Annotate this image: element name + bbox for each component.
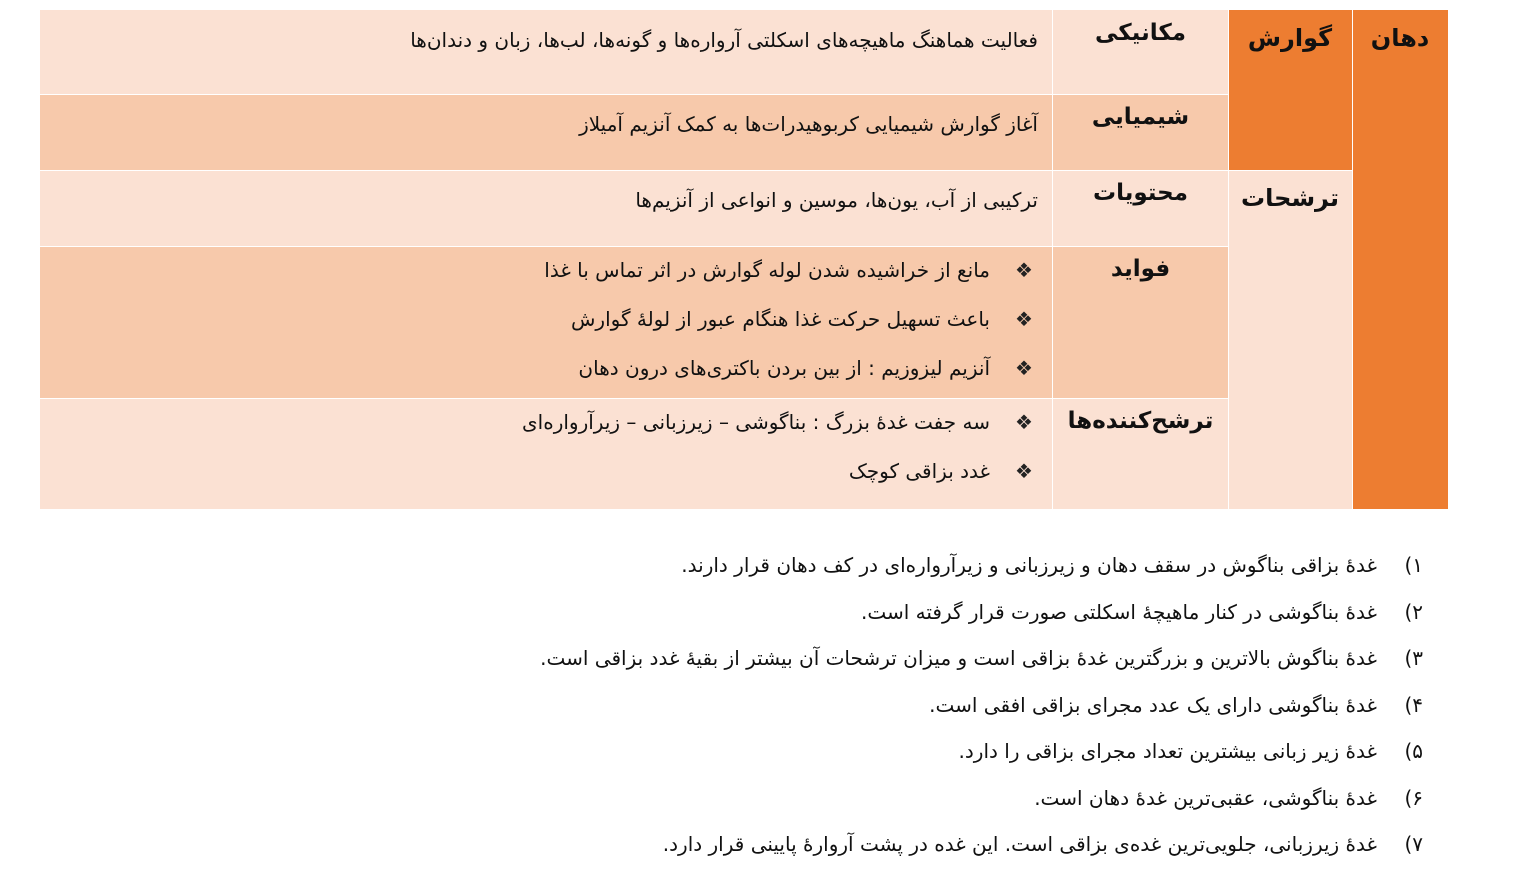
secretor-text: سه جفت غدهٔ بزرگ : بناگوشی – زیرزبانی – زیرآرواره‌ای: [522, 410, 990, 434]
row-benefits-list: [40, 246, 1052, 398]
divider: [40, 398, 1228, 399]
list-item: [223, 550, 1423, 597]
benefits-label: فواید: [1110, 256, 1171, 282]
statement-number: ۲): [1404, 599, 1423, 624]
statement-text: غدهٔ بناگوشی دارای یک عدد مجرای بزاقی افقی است.: [929, 692, 1377, 717]
row-secretors-list: [40, 398, 1052, 509]
statement-text: غدهٔ زیرزبانی، جلویی‌ترین غده‌ی بزاقی است. این غده در پشت آروارهٔ پایینی قرار دارد.: [662, 832, 1377, 856]
list-item: [223, 643, 1423, 690]
list-item: [40, 459, 1038, 508]
divider: [1052, 10, 1053, 509]
row-mechanical-label: [1053, 10, 1228, 94]
list-item: [40, 410, 1038, 459]
digestion-header: [1228, 10, 1352, 170]
contents-text: ترکیبی از آب، یون‌ها، موسین و انواعی از آنزیم‌ها: [635, 188, 1038, 212]
row-mechanical-text: [40, 10, 1052, 94]
benefit-text: باعث تسهیل حرکت غذا هنگام عبور از لولهٔ گوارش: [571, 307, 990, 331]
mouth-header: [1352, 10, 1448, 509]
secretions-label: ترشحات: [1241, 184, 1339, 212]
secretors-label: ترشح‌کننده‌ها: [1067, 408, 1214, 434]
benefit-text: مانع از خراشیده شدن لوله گوارش در اثر تماس با غذا: [544, 258, 990, 282]
divider: [40, 246, 1228, 247]
secretions-header: [1228, 170, 1352, 509]
diamond-dots-icon: ❖: [1015, 307, 1033, 331]
list-item: [223, 736, 1423, 783]
statement-text: غدهٔ بزاقی بناگوش در سقف دهان و زیرزبانی و زیرآرواره‌ای در کف دهان قرار دارند.: [681, 553, 1377, 577]
chemical-label: شیمیایی: [1091, 104, 1190, 130]
mechanical-label: مکانیکی: [1095, 20, 1186, 46]
chemical-text: آغاز گوارش شیمیایی کربوهیدرات‌ها به کمک آنزیم آمیلاز: [579, 112, 1038, 136]
contents-label: محتویات: [1092, 180, 1188, 206]
secretor-text: غدد بزاقی کوچک: [848, 459, 990, 483]
digestion-label: گوارش: [1247, 24, 1333, 52]
statement-number: ۶): [1404, 785, 1423, 810]
statement-number: ۳): [1404, 646, 1423, 670]
divider: [40, 170, 1352, 171]
mechanical-text: فعالیت هماهنگ ماهیچه‌های اسکلتی آرواره‌ها و گونه‌ها، لب‌ها، زبان و دندان‌ها: [410, 28, 1038, 52]
list-item: [223, 829, 1423, 876]
diamond-dots-icon: ❖: [1015, 459, 1033, 483]
statement-number: ۱): [1404, 553, 1423, 577]
statement-number: ۴): [1404, 692, 1423, 717]
row-chemical-text: [40, 94, 1052, 170]
diamond-dots-icon: ❖: [1015, 258, 1033, 282]
statement-text: غدهٔ زیر زبانی بیشترین تعداد مجرای بزاقی را دارد.: [958, 739, 1377, 763]
list-item: [223, 597, 1423, 644]
list-item: [223, 690, 1423, 737]
statement-text: غدهٔ بناگوشی در کنار ماهیچهٔ اسکلتی صورت قرار گرفته است.: [860, 599, 1377, 624]
divider: [1352, 10, 1353, 509]
list-item: [40, 258, 1038, 307]
mouth-label: دهان: [1370, 24, 1430, 52]
statement-list: [223, 550, 1423, 876]
diamond-dots-icon: ❖: [1015, 410, 1033, 434]
statement-number: ۵): [1404, 739, 1423, 763]
statement-number: ۷): [1404, 832, 1423, 856]
statement-text: غدهٔ بناگوشی، عقبی‌ترین غدهٔ دهان است.: [1034, 785, 1377, 810]
statement-text: غدهٔ بناگوش بالاترین و بزرگترین غدهٔ بزاقی است و میزان ترشحات آن بیشتر از بقیهٔ غدد بزاقی است.: [540, 646, 1377, 670]
row-contents-label: [1053, 170, 1228, 246]
row-secretors-label: [1053, 398, 1228, 509]
diamond-dots-icon: ❖: [1015, 356, 1033, 380]
divider: [1228, 10, 1229, 509]
list-item: [223, 783, 1423, 830]
divider: [40, 94, 1228, 95]
row-chemical-label: [1053, 94, 1228, 170]
benefit-text: آنزیم لیزوزیم : از بین بردن باکتری‌های درون دهان: [578, 356, 990, 380]
row-contents-text: [40, 170, 1052, 246]
row-benefits-label: [1053, 246, 1228, 398]
list-item: [40, 307, 1038, 356]
